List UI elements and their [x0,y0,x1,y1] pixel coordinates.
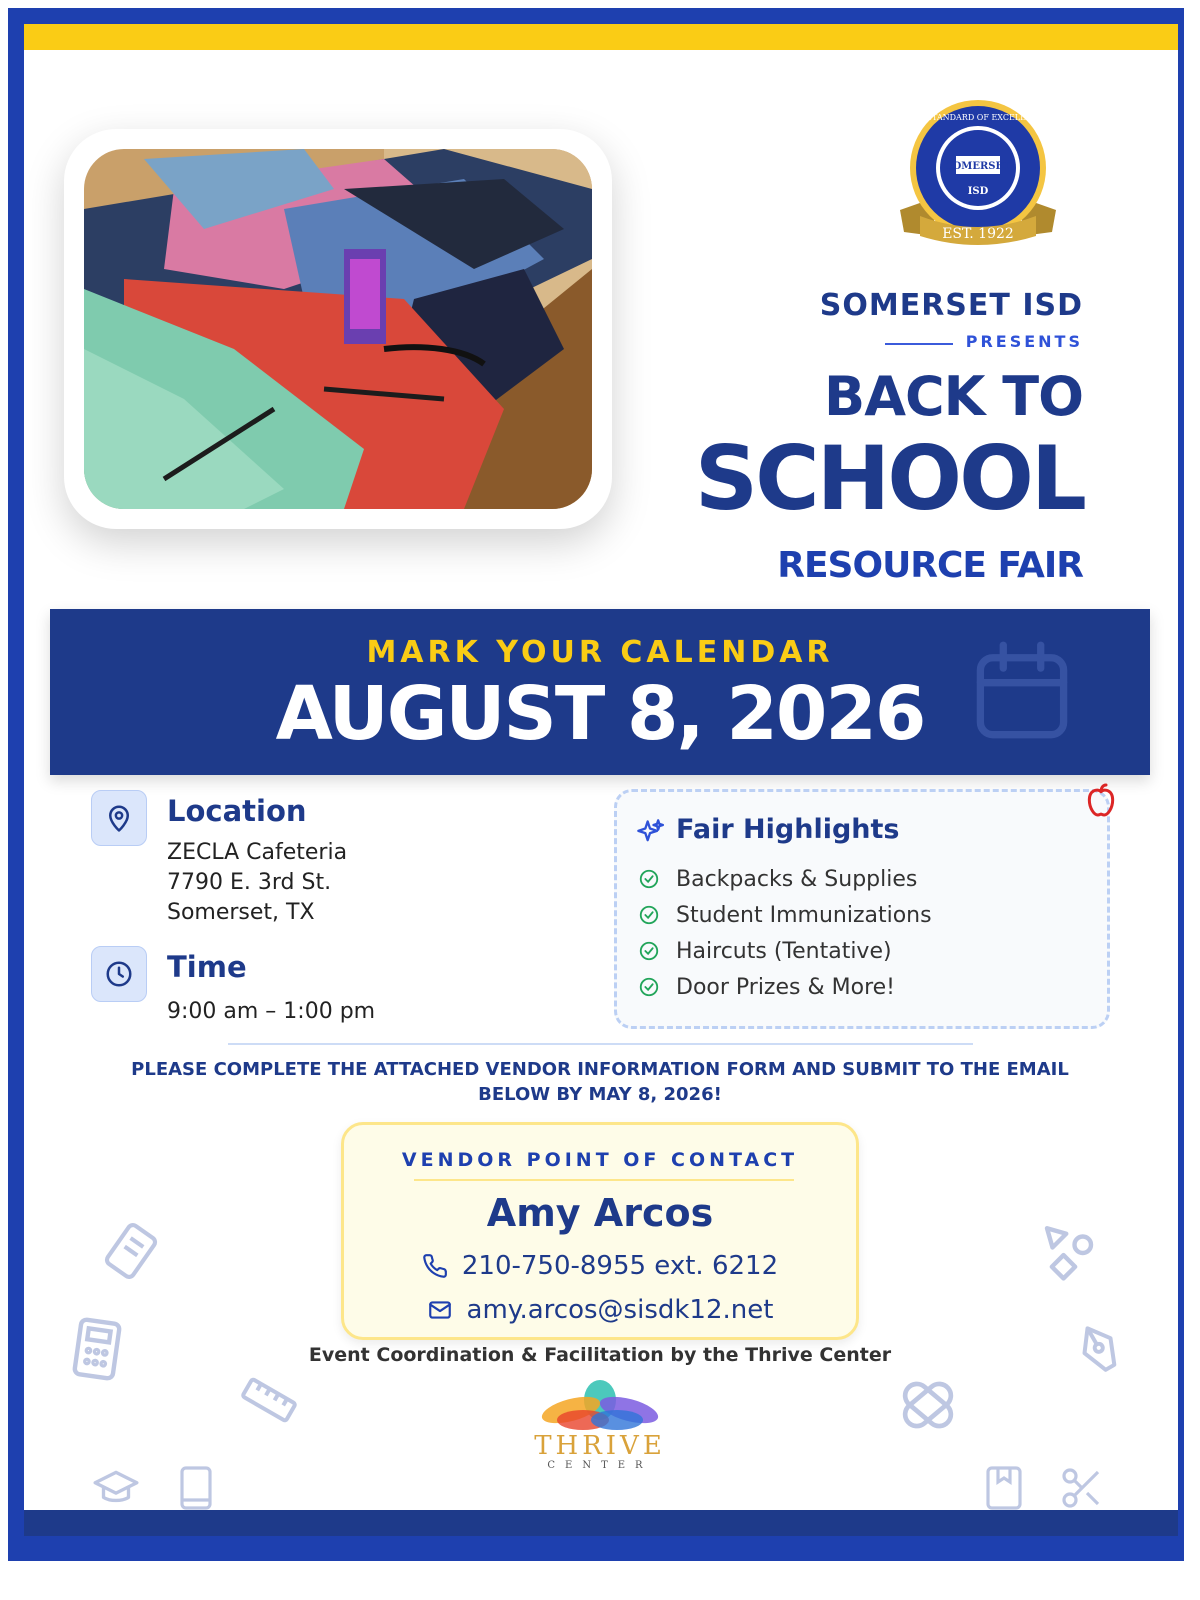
location-pin-icon [91,790,147,846]
contact-rule [414,1179,794,1181]
seal-sub-text: ISD [967,186,989,197]
vendor-notice: PLEASE COMPLETE THE ATTACHED VENDOR INFORMATION FORM AND SUBMIT TO THE EMAIL BELOW BY MAY 8, 2026! [131,1059,1069,1105]
highlight-label: Student Immunizations [676,902,932,928]
thrive-sub: CENTER [547,1460,653,1471]
phone-icon [422,1253,448,1279]
thrive-word: THRIVE [534,1431,666,1461]
highlight-item [638,900,932,930]
bookmark-book-icon [980,1460,1028,1516]
contact-phone[interactable]: 210-750-8955 ext. 6212 [461,1251,779,1281]
contact-label: VENDOR POINT OF CONTACT [401,1149,799,1171]
title-line-1: BACK TO [824,365,1083,428]
pen-nib-icon [1066,1320,1134,1380]
highlight-label: Backpacks & Supplies [676,866,918,892]
ruler-icon [234,1370,304,1430]
check-circle-icon [638,940,660,962]
event-date: AUGUST 8, 2026 [275,671,925,757]
check-circle-icon [638,904,660,926]
location-heading: Location [167,794,307,828]
book-icon [172,1460,220,1516]
highlight-label: Door Prizes & More! [676,974,895,1000]
title-line-3: RESOURCE FAIR [777,545,1083,586]
clock-icon [91,946,147,1002]
org-name: SOMERSET ISD [819,288,1083,323]
hero-photo-card [64,129,612,529]
top-gold-stripe [24,24,1178,50]
seal-ribbon-text: EST. 1922 [942,226,1014,242]
highlight-item [638,864,917,894]
contact-email[interactable]: amy.arcos@sisdk12.net [466,1295,774,1325]
check-circle-icon [638,976,660,998]
contact-name: Amy Arcos [486,1191,714,1235]
thrive-center-logo [505,1378,695,1478]
contact-phone-row [344,1251,856,1281]
presents-label: PRESENTS [965,332,1083,351]
calculator-icon [64,1313,130,1385]
apple-icon [1081,780,1121,820]
seal-center-text: SOMERSET [945,161,1011,172]
thrive-credit: Event Coordination & Facilitation by the Thrive Center [308,1344,892,1366]
graduation-cap-icon [88,1464,144,1514]
time-heading: Time [167,950,247,984]
date-banner [50,609,1150,775]
location-line: 7790 E. 3rd St. [167,870,332,895]
somerset-isd-seal [894,98,1062,256]
section-divider [228,1043,973,1045]
vendor-contact-card [341,1122,859,1340]
presents-rule [885,343,953,345]
location-line: Somerset, TX [167,900,315,925]
highlight-item [638,936,892,966]
notepad-icon [100,1220,162,1282]
highlights-heading: Fair Highlights [676,814,900,845]
title-line-2: SCHOOL [694,427,1084,530]
mail-icon [427,1297,453,1323]
contact-email-row [344,1295,856,1325]
sparkle-icon [636,818,664,846]
mark-calendar-label: MARK YOUR CALENDAR [366,635,834,670]
location-address [167,838,347,928]
backpacks-photo [84,149,592,509]
scissors-icon [1058,1462,1106,1514]
check-circle-icon [638,868,660,890]
bandage-icon [893,1370,963,1440]
seal-ring-text: THE STANDARD OF EXCELLENCE [905,113,1051,122]
location-line: ZECLA Cafeteria [167,840,348,865]
calendar-icon [970,639,1074,743]
highlight-label: Haircuts (Tentative) [676,938,892,964]
shapes-icon [1036,1220,1102,1286]
highlight-item [638,972,895,1002]
time-value: 9:00 am – 1:00 pm [167,999,376,1024]
